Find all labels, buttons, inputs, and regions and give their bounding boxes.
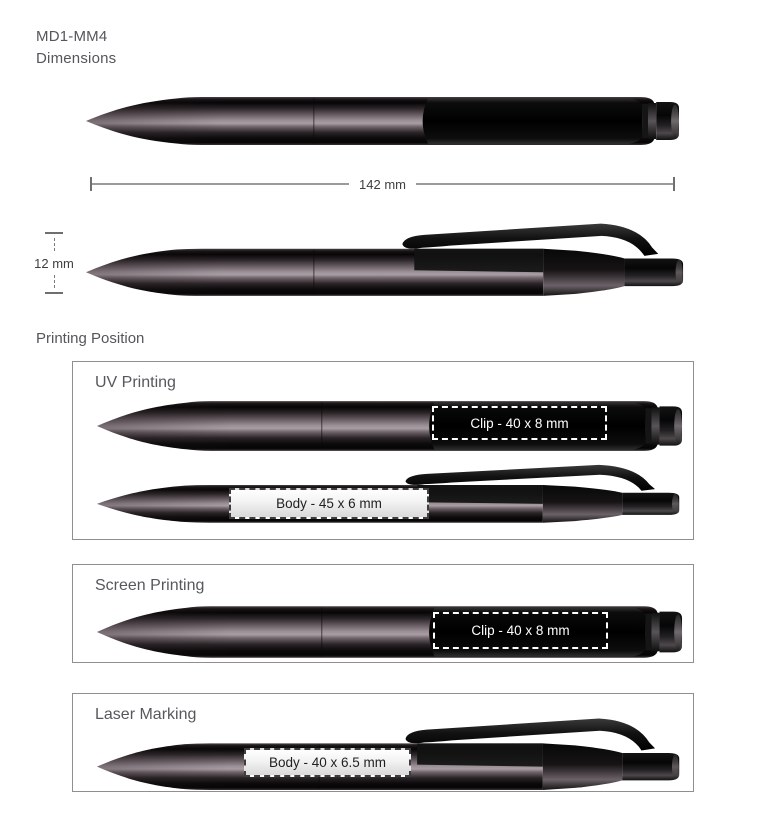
dimension-tick-right (673, 177, 675, 191)
dimensions-heading: Dimensions (36, 50, 117, 67)
section-uv-printing (72, 361, 694, 540)
model-name: MD1-MM4 (36, 28, 108, 45)
print-area-clip-label: Clip - 40 x 8 mm (471, 623, 570, 638)
length-dimension (90, 177, 675, 191)
dimension-tick-bottom (45, 292, 63, 294)
printing-position-heading: Printing Position (36, 330, 145, 347)
diameter-dimension (34, 232, 74, 294)
print-area-body (244, 748, 411, 777)
laser-marking-label: Laser Marking (95, 706, 197, 723)
page-title (36, 26, 116, 70)
print-area-clip-label: Clip - 40 x 8 mm (470, 415, 569, 431)
section-screen-printing (72, 564, 694, 663)
pen-top-view-illustration (85, 93, 680, 149)
print-area-clip (433, 612, 608, 649)
dimension-tick-top (45, 232, 63, 234)
uv-printing-label: UV Printing (95, 374, 176, 391)
dimension-line (92, 183, 349, 185)
section-laser-marking (72, 693, 694, 792)
diameter-dimension-label: 12 mm (34, 255, 74, 271)
length-dimension-label: 142 mm (359, 176, 406, 192)
pen-side-view-illustration (85, 220, 690, 300)
print-area-body-label: Body - 40 x 6.5 mm (268, 755, 387, 770)
screen-printing-label: Screen Printing (95, 577, 205, 594)
dimension-line (416, 183, 673, 185)
print-area-body-label: Body - 45 x 6 mm (276, 496, 382, 511)
dimension-dash (54, 275, 55, 288)
print-area-clip (432, 406, 607, 440)
dimension-dash (54, 238, 55, 251)
print-area-body (229, 488, 429, 519)
